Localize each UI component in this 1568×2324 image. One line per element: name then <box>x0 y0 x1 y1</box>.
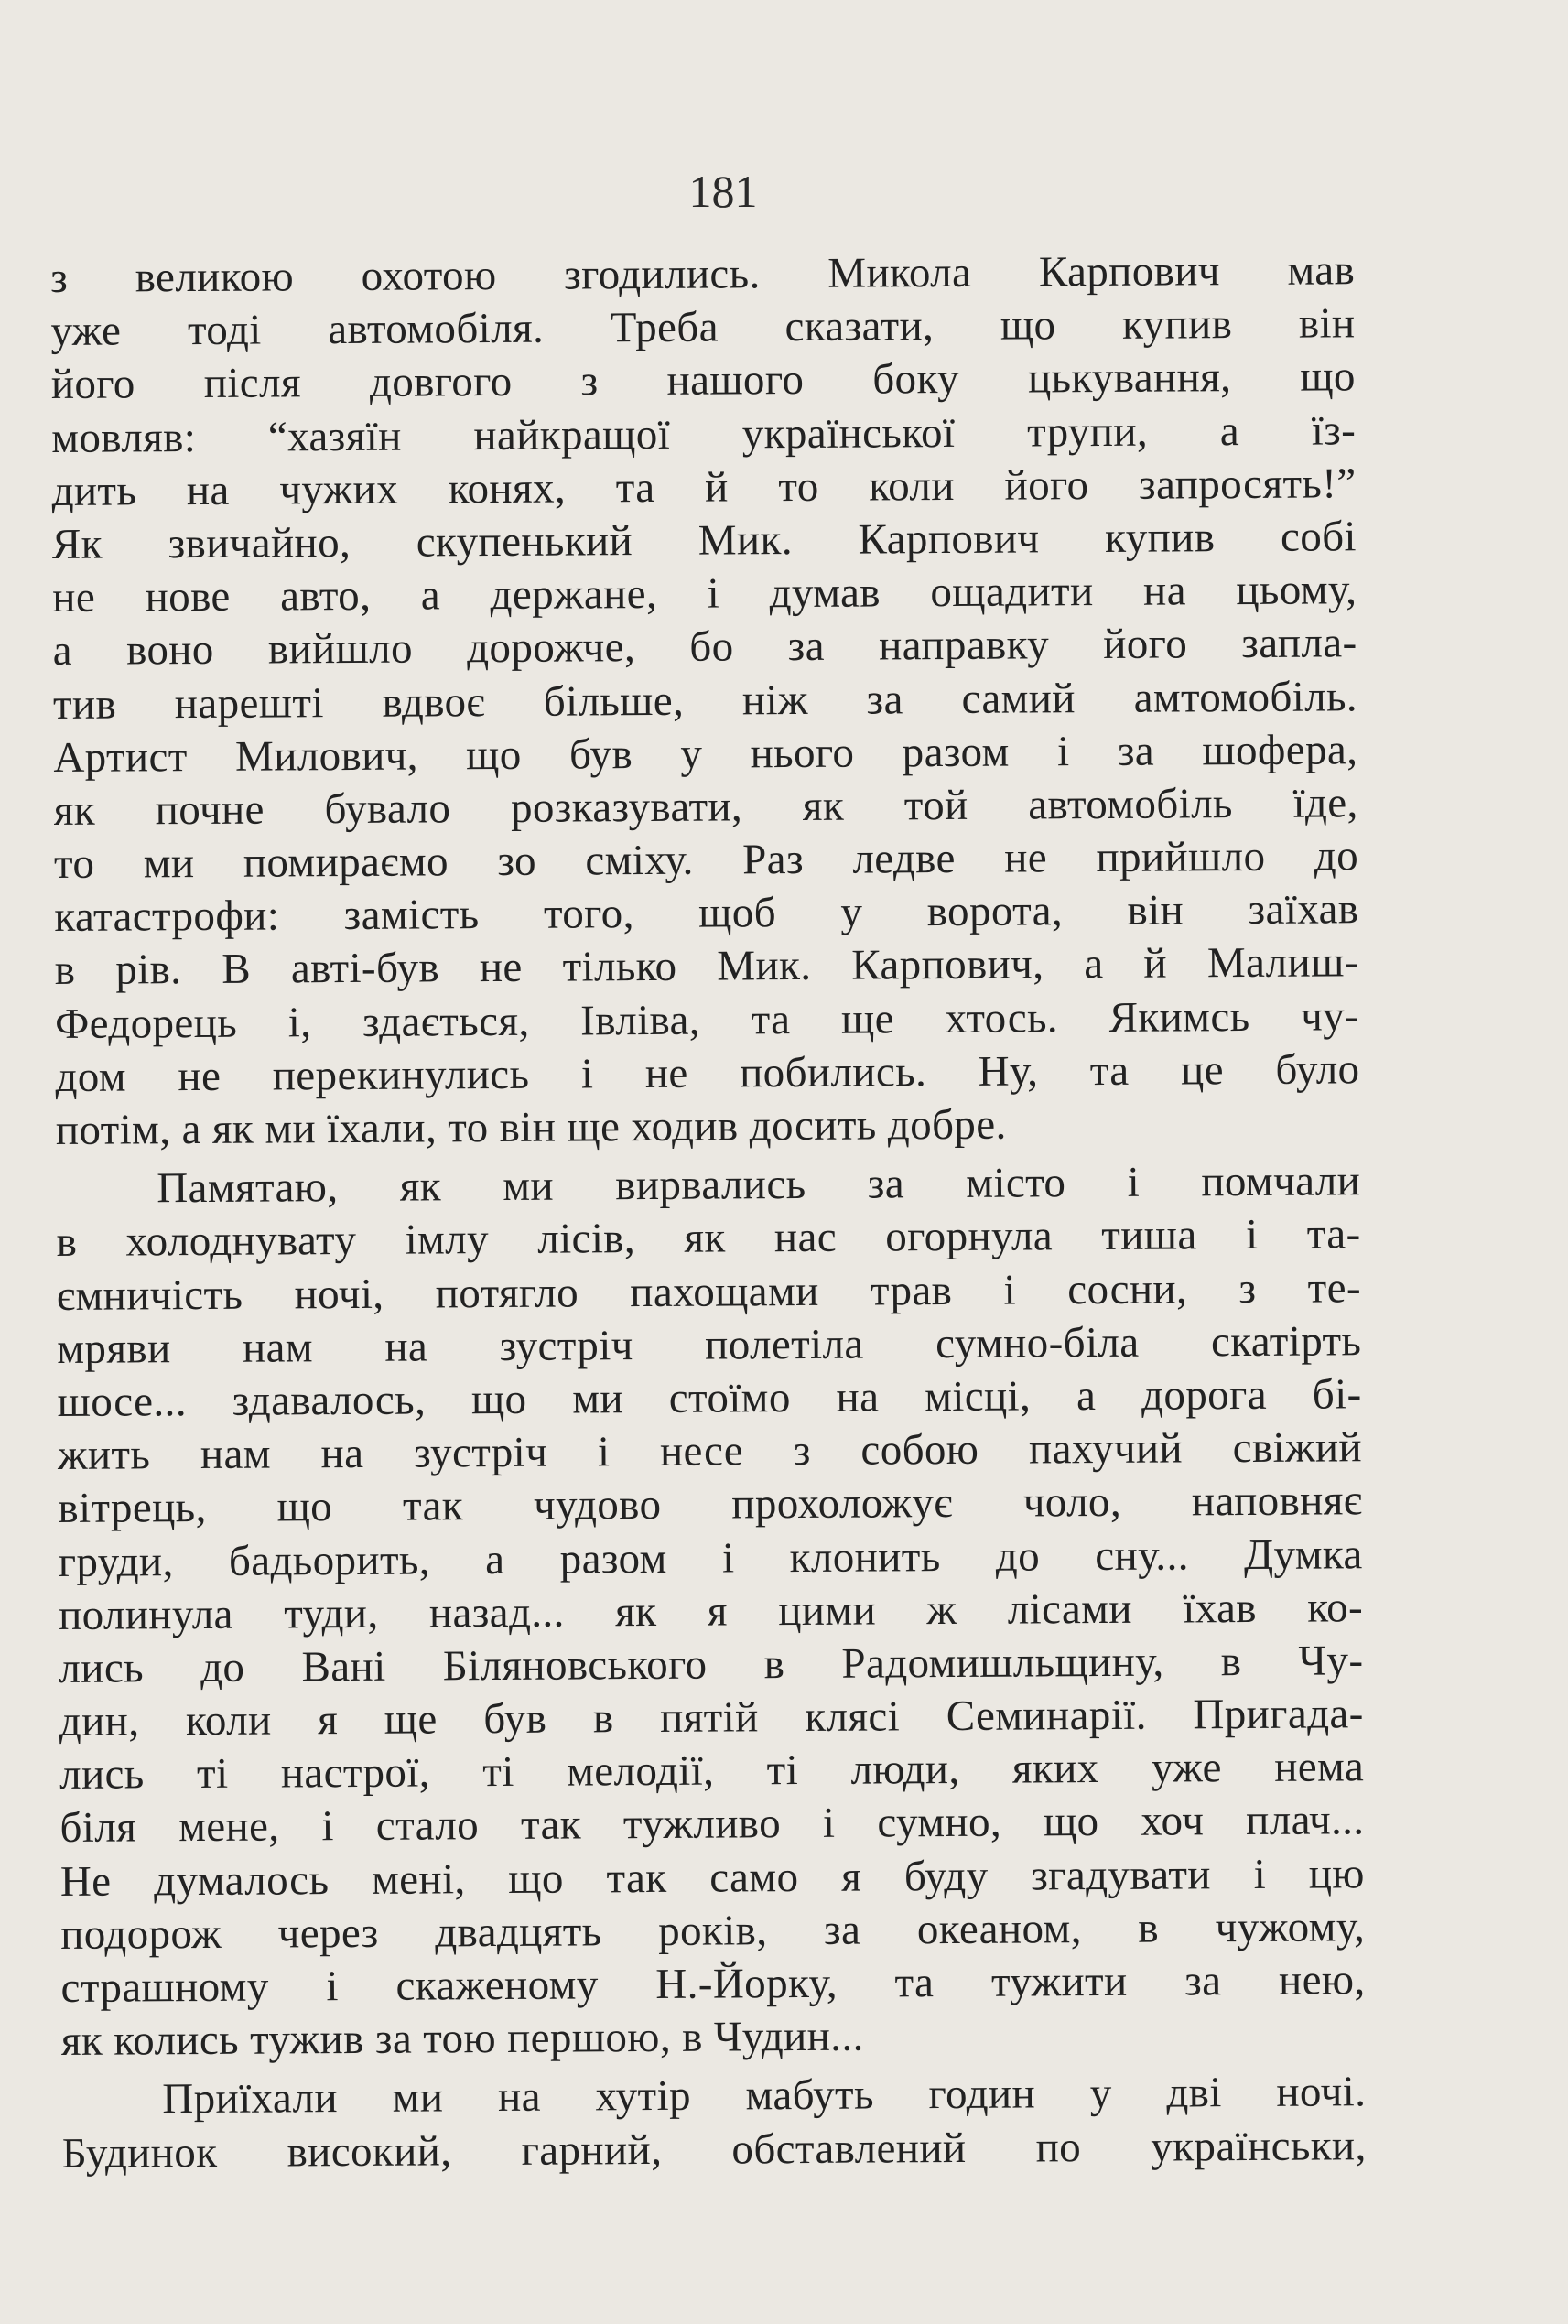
text-line: мряви нам на зустріч полетіла сумно-біла скатірть <box>57 1317 1362 1373</box>
text-line: в рів. В авті-був не тілько Мик. Карпович, а й Малиш- <box>54 938 1359 995</box>
text-line: Памятаю, як ми вирвались за місто і помчали <box>157 1157 1361 1213</box>
text-line: потім, а як ми їхали, то він ще ходив досить добре. <box>55 1100 1007 1154</box>
text-line: Будинок високий, гарний, обставлений по українськи, <box>61 2121 1367 2178</box>
text-line: груди, бадьорить, а разом і клонить до сну... Думка <box>58 1530 1363 1586</box>
text-line: шосе... здавалось, що ми стоїмо на місці, а дорога бі- <box>57 1370 1362 1426</box>
text-line: катастрофи: замість того, щоб у ворота, він заїхав <box>54 885 1359 942</box>
paragraph-2 <box>56 1154 1366 2068</box>
text-line: страшному і скаженому Н.-Йорку, та тужити за нею, <box>60 1956 1366 2012</box>
text-line: Приїхали ми на хутір мабуть годин у дві ночі. <box>162 2068 1367 2124</box>
text-line: дин, коли я ще був в пятій клясі Семинарії. Пригада- <box>59 1690 1364 1746</box>
text-line: його після довгого з нашого боку цькування, що <box>50 352 1357 409</box>
text-line: уже тоді автомобіля. Треба сказати, що купив він <box>50 299 1356 356</box>
page-number: 181 <box>688 166 758 217</box>
text-line: дом не перекинулись і не побились. Ну, та це було <box>55 1045 1360 1101</box>
text-line: а воно вийшло дорожче, бо за направку його запла- <box>52 619 1357 676</box>
text-line: Не думалось мені, що так само я буду згадувати і цю <box>59 1849 1366 1906</box>
text-line: Артист Милович, що був у нього разом і за шофера, <box>53 725 1358 782</box>
body-text <box>50 243 1367 2179</box>
text-line: ємничість ночі, потягло пахощами трав і сосни, з те- <box>56 1263 1362 1320</box>
text-line: тив нарешті вдвоє більше, ніж за самий амтомобіль. <box>52 672 1358 729</box>
paragraph-3 <box>61 2066 1367 2180</box>
text-line: лись ті настрої, ті мелодії, ті люди, яких уже нема <box>59 1743 1365 1800</box>
text-line: подорож через двадцять років, за океаном, в чужому, <box>60 1903 1366 1959</box>
text-line: дить на чужих конях, та й то коли його запросять!” <box>51 459 1357 515</box>
text-line: Як звичайно, скупенький Мик. Карпович купив собі <box>51 513 1357 568</box>
text-line: вітрець, що так чудово прохоложує чоло, наповняє <box>58 1476 1363 1533</box>
text-line: як почне бувало розказувати, як той автомобіль їде, <box>53 779 1358 835</box>
text-line: біля мене, і стало так тужливо і сумно, що хоч плач... <box>59 1796 1365 1853</box>
text-line: то ми помираємо зо сміху. Раз ледве не прийшло до <box>53 832 1359 889</box>
text-line: жить нам на зустріч і несе з собою пахучий свіжий <box>57 1423 1363 1480</box>
text-line: лись до Вані Біляновського в Радомишльщину, в Чу- <box>59 1637 1364 1692</box>
text-line: з великою охотою згодились. Микола Карпович мав <box>50 246 1356 302</box>
paragraph-1 <box>50 243 1360 1157</box>
text-line: в холоднувату імлу лісів, як нас огорнула тиша і та- <box>56 1210 1361 1267</box>
text-line: Федорець і, здається, Івліва, та ще хтось. Якимсь чу- <box>54 991 1360 1048</box>
text-line: мовляв: “хазяїн найкращої української трупи, а їз- <box>51 405 1357 462</box>
text-line: не нове авто, а держане, і думав ощадити на цьому, <box>52 566 1357 622</box>
text-line: полинула туди, назад... як я цими ж лісами їхав ко- <box>58 1583 1364 1639</box>
text-line: як колись тужив за тою першою, в Чудин... <box>60 2012 864 2066</box>
